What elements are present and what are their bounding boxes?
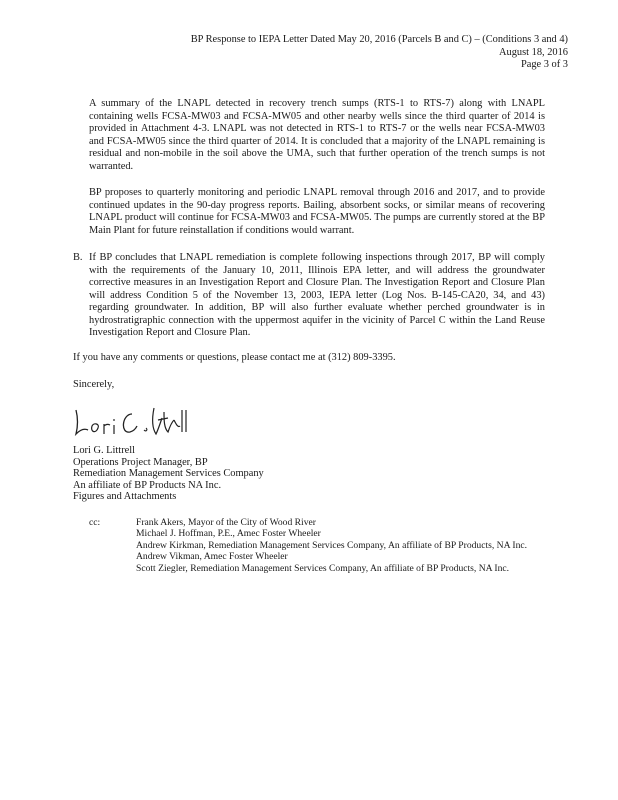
signer-title: Operations Project Manager, BP [73, 456, 208, 468]
cc-recipient: Michael J. Hoffman, P.E., Amec Foster Wheeler [136, 528, 321, 540]
list-marker: B. [73, 252, 83, 263]
cc-recipient: Andrew Kirkman, Remediation Management Services Company, An affiliate of BP Products, NA Inc. [136, 539, 528, 551]
page-header [128, 34, 568, 72]
cc-recipient: Frank Akers, Mayor of the City of Wood River [136, 517, 316, 528]
signer-name: Lori G. Littrell [73, 445, 136, 456]
cc-recipient: Andrew Vikman, Amec Foster Wheeler [136, 551, 288, 563]
header-title: BP Response to IEPA Letter Dated May 20, 2016 (Parcels B and C) – (Conditions 3 and 4) [190, 34, 568, 45]
enclosures-line: Figures and Attachments [73, 491, 177, 502]
handwritten-signature [70, 400, 190, 444]
header-date: August 18, 2016 [499, 46, 568, 58]
closing-salutation: Sincerely, [73, 379, 115, 390]
list-item-b-text: If BP concludes that LNAPL remediation is complete following inspections through 2017, BP will comply with the requirements of the January 10, 2011, Illinois EPA letter, and will address the groundwater corrective measures in an Investigation Report and Closure Plan. The Investigation Report and Closure Plan will address Condition 5 of the November 13, 2003, IEPA letter (Log Nos. B-145-CA20, 34, and 43) regarding groundwater. In addition, BP will also further evaluate whether perched groundwater is in hydrostratigraphic connection with the uppermost aquifer in the vicinity of Parcel C within the Land Reuse Investigation Report and Closure Plan. [89, 252, 545, 338]
signer-affiliate: An affiliate of BP Products NA Inc. [73, 479, 222, 491]
paragraph-lnapl-summary: A summary of the LNAPL detected in recovery trench sumps (RTS-1 to RTS-7) along with LNAPL containing wells FCSA-MW03 and FCSA-MW05 and other nearby wells since the third quarter of 2014 is provided in Attachment 4-3. LNAPL was not detected in RTS-1 to RTS-7 or the wells near FCSA-MW03 and FCSA-MW05 since the third quarter of 2014. It is concluded that a majority of the LNAPL remaining is residual and non-mobile in the soil above the UMA, such that further operation of the trench sumps is not warranted. [89, 98, 545, 172]
header-page-number: Page 3 of 3 [520, 59, 568, 71]
paragraph-monitoring-proposal: BP proposes to quarterly monitoring and periodic LNAPL removal through 2016 and 2017, and to provide continued updates in the 90-day progress reports. Bailing, absorbent socks, or similar means of recovering LNAPL product will continue for FCSA-MW03 and FCSA-MW05. The pumps are currently stored at the BP Main Plant for future reinstallation if conditions would warrant. [89, 187, 545, 236]
signature-block [73, 445, 264, 491]
cc-recipient: Scott Ziegler, Remediation Management Services Company, An affiliate of BP Products, NA Inc. [136, 562, 510, 574]
cc-label: cc: [89, 517, 101, 528]
cc-list [136, 517, 527, 574]
signer-company: Remediation Management Services Company [73, 468, 264, 480]
contact-line: If you have any comments or questions, please contact me at (312) 809-3395. [73, 352, 396, 363]
